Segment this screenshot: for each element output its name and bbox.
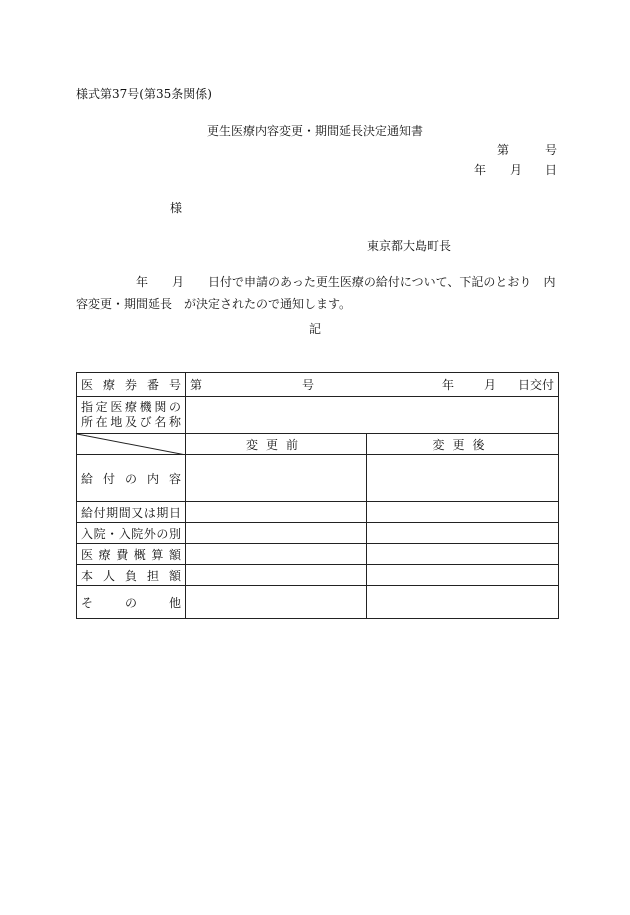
cell-after[interactable] xyxy=(367,565,559,586)
table-row xyxy=(77,455,559,502)
body-paragraph xyxy=(76,271,560,315)
ticket-year: 年 xyxy=(441,378,454,392)
col-header-after: 変更後 xyxy=(367,434,559,455)
form-number: 様式第37号(第35条関係) xyxy=(76,87,212,101)
date-day-label: 日 xyxy=(545,163,558,177)
ticket-number-label: 医療券番号 xyxy=(77,373,186,397)
cell-before[interactable] xyxy=(186,455,367,502)
col-header-before: 変更前 xyxy=(186,434,367,455)
diagonal-line-icon xyxy=(77,434,186,455)
date-year-label: 年 xyxy=(474,163,487,177)
cell-after[interactable] xyxy=(367,502,559,523)
body-text-2: が決定されたので通知します。 xyxy=(184,297,352,311)
issuer-name: 東京都大島町長 xyxy=(367,239,452,253)
doc-number-go: 号 xyxy=(545,143,558,157)
table-row xyxy=(77,523,559,544)
cell-before[interactable] xyxy=(186,523,367,544)
table-row xyxy=(77,586,559,619)
table-row xyxy=(77,544,559,565)
table-row xyxy=(77,373,559,397)
cell-before[interactable] xyxy=(186,586,367,619)
institution-label: 指定医療機関の 所在地及び名称 xyxy=(77,397,186,434)
body-text-1: 日付で申請のあった更生医療の給付について、下記のとおり xyxy=(208,275,532,289)
row-label-benefit: 給付の内容 xyxy=(77,455,186,502)
ticket-month: 月 xyxy=(483,378,496,392)
ticket-go: 号 xyxy=(302,378,315,392)
recipient-honorific: 様 xyxy=(170,201,183,215)
table-row xyxy=(77,397,559,434)
institution-cell[interactable] xyxy=(186,397,559,434)
cell-after[interactable] xyxy=(367,586,559,619)
cell-after[interactable] xyxy=(367,544,559,565)
cell-before[interactable] xyxy=(186,544,367,565)
row-label-inpatient: 入院・入院外の別 xyxy=(77,523,186,544)
details-table xyxy=(76,372,559,619)
date-month-label: 月 xyxy=(510,163,523,177)
row-label-cost: 医療費概算額 xyxy=(77,544,186,565)
ticket-number-cell[interactable] xyxy=(186,373,559,397)
cell-before[interactable] xyxy=(186,565,367,586)
cell-after[interactable] xyxy=(367,455,559,502)
row-label-period: 給付期間又は期日 xyxy=(77,502,186,523)
ki-marker: 記 xyxy=(308,322,321,336)
diagonal-header-cell xyxy=(77,434,186,455)
document-title: 更生医療内容変更・期間延長決定通知書 xyxy=(206,124,423,138)
table-row xyxy=(77,502,559,523)
ticket-dai: 第 xyxy=(190,378,203,392)
table-row xyxy=(77,565,559,586)
row-label-copay: 本人負担額 xyxy=(77,565,186,586)
table-row xyxy=(77,434,559,455)
body-month-label: 月 xyxy=(172,275,185,289)
cell-after[interactable] xyxy=(367,523,559,544)
doc-number-dai: 第 xyxy=(497,143,510,157)
body-option-1: 内容変更・期間延長 xyxy=(76,275,556,311)
row-label-other: その他 xyxy=(77,586,186,619)
cell-before[interactable] xyxy=(186,502,367,523)
body-year-label: 年 xyxy=(136,275,149,289)
ticket-issued: 日交付 xyxy=(518,378,555,392)
